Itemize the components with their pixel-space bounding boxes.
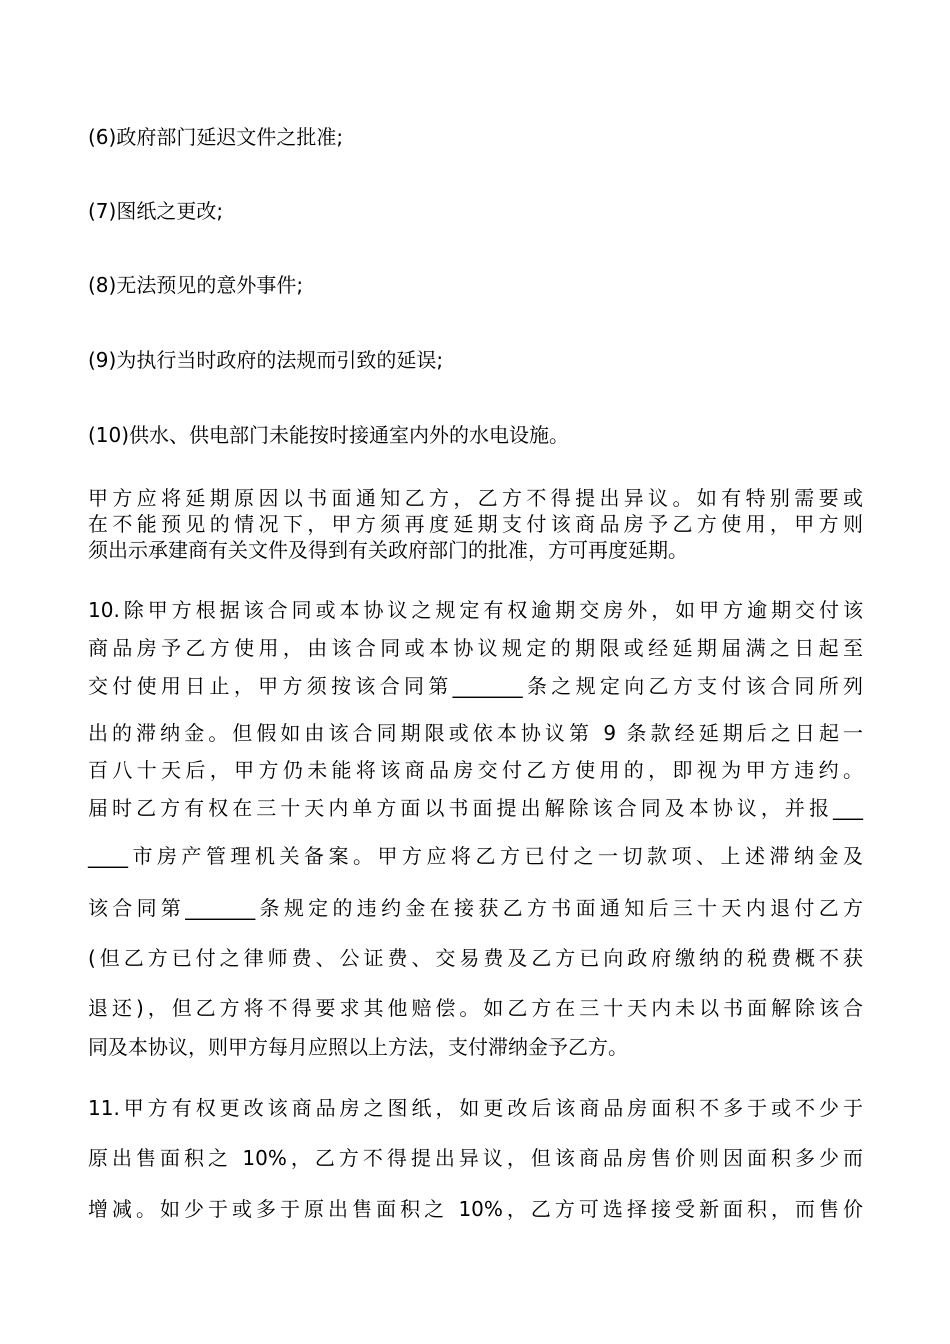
paragraph-line: 须出示承建商有关文件及得到有关政府部门的批准，方可再度延期。 <box>88 538 688 562</box>
paragraph-line: 该合同第_______条规定的违约金在接获乙方书面通知后三十天内退付乙方 <box>88 896 863 920</box>
paragraph-line: 同及本协议，则甲方每月应照以上方法，支付滞纳金予乙方。 <box>88 1035 628 1059</box>
list-item: (9)为执行当时政府的法规而引致的延误; <box>88 348 444 372</box>
paragraph-line: 商品房予乙方使用，由该合同或本协议规定的期限或经延期届满之日起至 <box>88 636 863 660</box>
paragraph-line: 百八十天后，甲方仍未能将该商品房交付乙方使用的，即视为甲方违约。 <box>88 758 863 782</box>
paragraph-line: 交付使用日止，甲方须按该合同第_______条之规定向乙方支付该合同所列 <box>88 674 863 698</box>
paragraph-line: 原出售面积之 10%，乙方不得提出异议，但该商品房售价则因面积多少而 <box>88 1146 863 1170</box>
paragraph-line: ____市房产管理机关备案。甲方应将乙方已付之一切款项、上述滞纳金及 <box>88 844 863 868</box>
list-item: (10)供水、供电部门未能按时接通室内外的水电设施。 <box>88 423 570 447</box>
list-item: (7)图纸之更改; <box>88 199 224 223</box>
list-item: (8)无法预见的意外事件; <box>88 273 304 297</box>
paragraph-line: 在不能预见的情况下，甲方须再度延期支付该商品房予乙方使用，甲方则 <box>88 512 863 536</box>
paragraph-line: 甲方应将延期原因以书面通知乙方，乙方不得提出异议。如有特别需要或 <box>88 486 863 510</box>
paragraph-line: 10.除甲方根据该合同或本协议之规定有权逾期交房外，如甲方逾期交付该 <box>88 598 863 622</box>
paragraph-line: 增减。如少于或多于原出售面积之 10%，乙方可选择接受新面积，而售价 <box>88 1197 863 1221</box>
paragraph-line: 届时乙方有权在三十天内单方面以书面提出解除该合同及本协议，并报___ <box>88 796 863 820</box>
paragraph-line: 出的滞纳金。但假如由该合同期限或依本协议第 9 条款经延期后之日起一 <box>88 721 863 745</box>
list-item: (6)政府部门延迟文件之批准; <box>88 125 344 149</box>
paragraph-line: (但乙方已付之律师费、公证费、交易费及乙方已向政府缴纳的税费概不获 <box>88 946 863 970</box>
paragraph-line: 11.甲方有权更改该商品房之图纸，如更改后该商品房面积不多于或不少于 <box>88 1096 863 1120</box>
paragraph-line: 退还)，但乙方将不得要求其他赔偿。如乙方在三十天内未以书面解除该合 <box>88 996 863 1020</box>
